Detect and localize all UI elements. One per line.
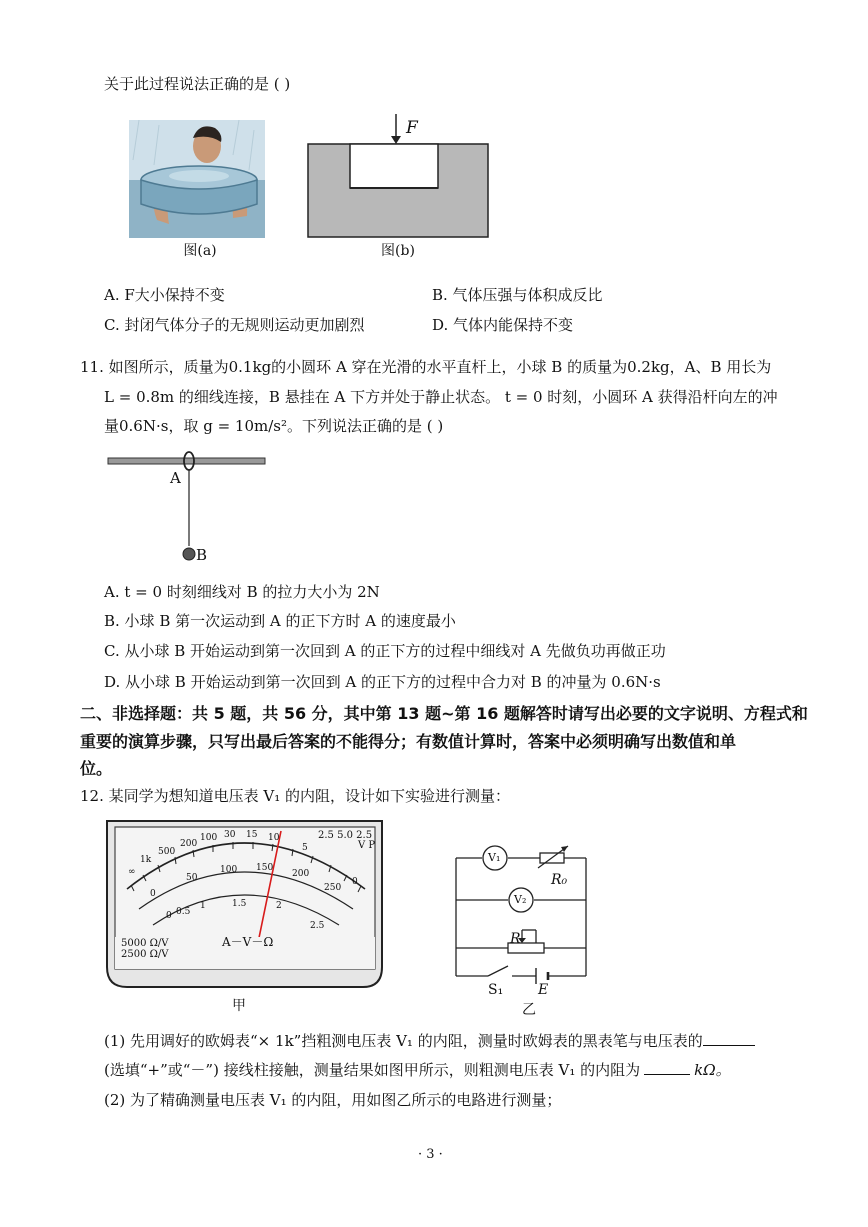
q11-label-a: A: [170, 469, 181, 487]
multimeter-info-2: 2500 Ω/V: [121, 949, 169, 960]
q11-option-a: A. t = 0 时刻细线对 B 的拉力大小为 2N: [104, 583, 380, 601]
q12-sub1-line-2-text: (选填“+”或“－”) 接线柱接触，测量结果如图甲所示，则粗测电压表 V₁ 的内阻为: [104, 1061, 641, 1079]
q11-stem-line-2: L = 0.8m 的细线连接，B 悬挂在 A 下方并处于静止状态。 t = 0 时刻，小圆环 A 获得沿杆向左的冲: [104, 388, 778, 406]
linear-scale-label: 250: [324, 883, 342, 893]
circuit-label-v1: V₁: [488, 851, 501, 864]
ohm-scale-label: 15: [246, 830, 258, 840]
ohm-scale-label: 1k: [140, 855, 152, 865]
multimeter-top-right-label: 2.5 5.0 2.5: [318, 830, 373, 841]
figure-b-cylinder-diagram: [305, 112, 490, 240]
ohm-scale-label: ∞: [128, 867, 136, 877]
ohm-scale-label: 200: [180, 839, 198, 849]
ac-scale-label: 2.5: [310, 921, 325, 931]
linear-scale-label: 100: [220, 865, 238, 875]
q12-sub1-line-1-text: (1) 先用调好的欧姆表“× 1k”挡粗测电压表 V₁ 的内阻，测量时欧姆表的黑表笔与电压表的: [104, 1032, 703, 1050]
q10-option-a: A. F大小保持不变: [104, 286, 225, 304]
answer-blank-resistance[interactable]: [644, 1060, 690, 1075]
multimeter-top-right-label-2: V P: [358, 840, 376, 851]
section-2-heading-line-2: 重要的演算步骤，只写出最后答案的不能得分；有数值计算时，答案中必须明确写出数值和单: [80, 732, 737, 751]
circuit-label-r: R: [510, 931, 521, 947]
figure-b-caption: 图(b): [381, 243, 415, 259]
q12-sub2: (2) 为了精确测量电压表 V₁ 的内阻，用如图乙所示的电路进行测量；: [104, 1091, 562, 1109]
q12-sub1-line-1: [104, 1031, 755, 1051]
multimeter-dial-label: A－V－Ω: [222, 935, 274, 949]
ac-scale-label: 1: [200, 901, 206, 911]
ohm-scale-label: 500: [158, 847, 176, 857]
page-number: · 3 ·: [418, 1147, 443, 1162]
section-2-heading-line-1: 二、非选择题：共 5 题，共 56 分，其中第 13 题~第 16 题解答时请写出必要的文字说明、方程式和: [80, 704, 808, 723]
answer-blank-terminal[interactable]: [703, 1031, 755, 1046]
circuit-label-r0: R₀: [551, 872, 568, 888]
q10-option-d: D. 气体内能保持不变: [432, 316, 574, 334]
linear-scale-label: 50: [186, 873, 198, 883]
ac-scale-label: 0: [166, 911, 172, 921]
figure-yi-caption: 乙: [522, 1002, 536, 1018]
figure-a-caption: 图(a): [183, 243, 217, 259]
ohm-scale-label: 30: [224, 830, 236, 840]
q10-option-b: B. 气体压强与体积成反比: [432, 286, 603, 304]
circuit-label-s1: S₁: [488, 982, 504, 998]
q12-sub1-line-2: [104, 1060, 731, 1080]
ohm-scale-label: 100: [200, 833, 218, 843]
section-2-heading-line-3: 位。: [80, 759, 113, 778]
q10-option-c: C. 封闭气体分子的无规则运动更加剧烈: [104, 316, 365, 334]
q11-stem-line-3: 量0.6N·s，取 g = 10m/s²。下列说法正确的是 ( ): [104, 417, 444, 435]
q11-option-c: C. 从小球 B 开始运动到第一次回到 A 的正下方的过程中细线对 A 先做负功再做正功: [104, 642, 666, 660]
multimeter-info-1: 5000 Ω/V: [121, 938, 169, 949]
q12-stem: 12. 某同学为想知道电压表 V₁ 的内阻，设计如下实验进行测量：: [80, 787, 511, 805]
linear-scale-label: 0: [150, 889, 156, 899]
q10-stem-tail: 关于此过程说法正确的是 ( ): [104, 75, 291, 93]
force-label-f: F: [406, 118, 418, 138]
linear-scale-label: 150: [256, 863, 274, 873]
circuit-diagram: [452, 842, 592, 992]
q11-option-d: D. 从小球 B 开始运动到第一次回到 A 的正下方的过程中合力对 B 的冲量为 0.6N·s: [104, 673, 661, 691]
ac-scale-label: 2: [276, 901, 282, 911]
circuit-label-e: E: [538, 982, 549, 998]
q11-rod-pendulum-diagram: [105, 448, 270, 570]
q11-label-b: B: [196, 546, 208, 564]
figure-a-swim-ring-image: [129, 120, 265, 238]
ohm-scale-label: 10: [268, 833, 280, 843]
figure-jia-caption: 甲: [232, 998, 246, 1014]
q11-option-b: B. 小球 B 第一次运动到 A 的正下方时 A 的速度最小: [104, 612, 456, 630]
ac-scale-label: 1.5: [232, 899, 247, 909]
q12-sub1-unit: kΩ。: [694, 1061, 731, 1079]
linear-scale-label: 200: [292, 869, 310, 879]
circuit-label-v2: V₂: [514, 893, 527, 906]
ohm-scale-label: 5: [302, 843, 308, 853]
q11-stem-line-1: 11. 如图所示，质量为0.1kg的小圆环 A 穿在光滑的水平直杆上，小球 B 的质量为0.2kg，A、B 用长为: [80, 358, 772, 376]
ac-scale-label: 0.5: [176, 907, 191, 917]
ohm-scale-label: 0: [352, 877, 358, 887]
